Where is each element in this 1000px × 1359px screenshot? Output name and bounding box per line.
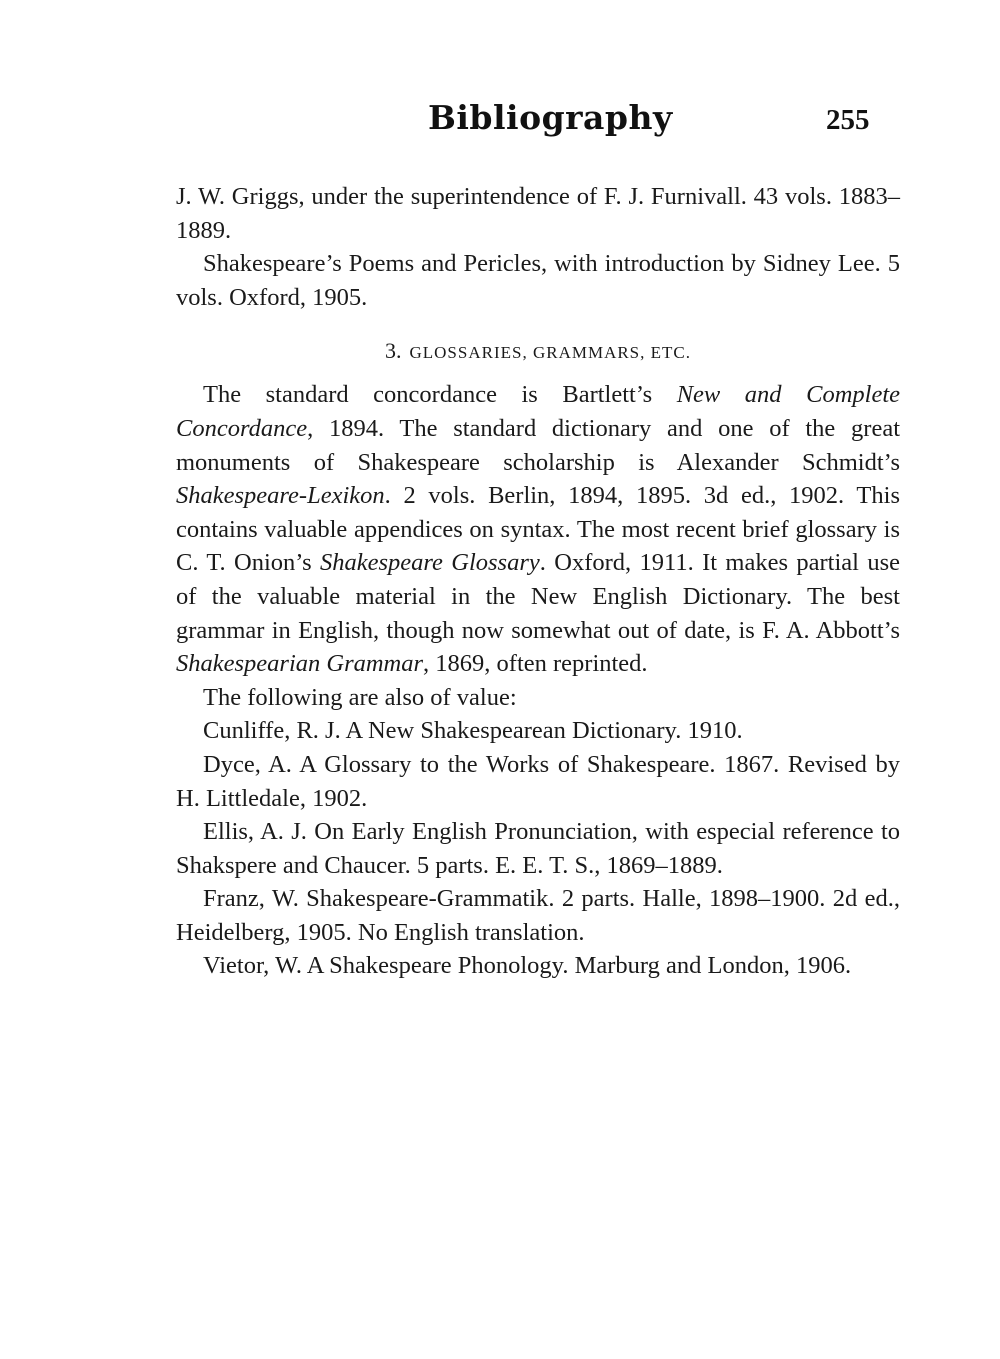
also-of-value: The following are also of value:: [203, 683, 517, 711]
bibliography-entry: Ellis, A. J. On Early English Pronunciation, with especial reference to Shakspere and Chaucer. 5 parts. E. E. T. S., 1869–1889.: [176, 818, 900, 879]
concordance-title: New and Complete Concordance: [176, 381, 900, 442]
bibliography-entry: Dyce, A. A Glossary to the Works of Shakespeare. 1867. Revised by H. Littledale, 1902.: [176, 750, 900, 812]
glossary-title: Shakespeare Glossary: [320, 549, 540, 577]
lexikon-title: Shakespeare-Lexikon: [176, 482, 385, 510]
grammar-title: Shakespearian Grammar: [176, 650, 424, 678]
continuation-paragraph: J. W. Griggs, under the superintendence of F. J. Furnivall. 43 vols. 1883–1889.: [176, 183, 900, 244]
page-header: [0, 98, 1000, 148]
intro-paragraph: [176, 378, 900, 680]
section-title: GLOSSARIES, GRAMMARS, ETC.: [409, 343, 691, 363]
bibliography-entry: Vietor, W. A Shakespeare Phonology. Marburg and London, 1906.: [203, 952, 852, 980]
intro-text-c: . 2 vols. Berlin, 1894, 1895. 3d ed., 1902. This contains valuable appendices on syntax. The most recent brief glossary is C. T. Onion’s: [176, 482, 900, 577]
poems-pericles-entry: Shakespeare’s Poems and Pericles, with introduction by Sidney Lee. 5 vols. Oxford, 1905.: [176, 250, 900, 311]
intro-text-b: , 1894. The standard dictionary and one of the great monuments of Shakespeare scholarship is Alexander Schmidt’s: [176, 414, 900, 476]
running-head: Bibliography: [428, 98, 673, 137]
page-body: [176, 180, 900, 983]
section-number: 3.: [384, 338, 402, 364]
bibliography-entry: Cunliffe, R. J. A New Shakespearean Dictionary. 1910.: [203, 717, 743, 745]
intro-text-a: The standard concordance is Bartlett’s: [203, 381, 677, 409]
bibliography-entry: Franz, W. Shakespeare-Grammatik. 2 parts. Halle, 1898–1900. 2d ed., Heidelberg, 1905. No English translation.: [176, 885, 900, 946]
page-number: 255: [826, 104, 870, 136]
intro-text-e: , 1869, often reprinted.: [423, 650, 648, 678]
section-heading: [176, 337, 900, 367]
intro-text-d: . Oxford, 1911. It makes partial use of the valuable material in the New English Dictionary. The best grammar in English, though now somewhat out of date, is F. A. Abbott’s: [176, 549, 900, 644]
